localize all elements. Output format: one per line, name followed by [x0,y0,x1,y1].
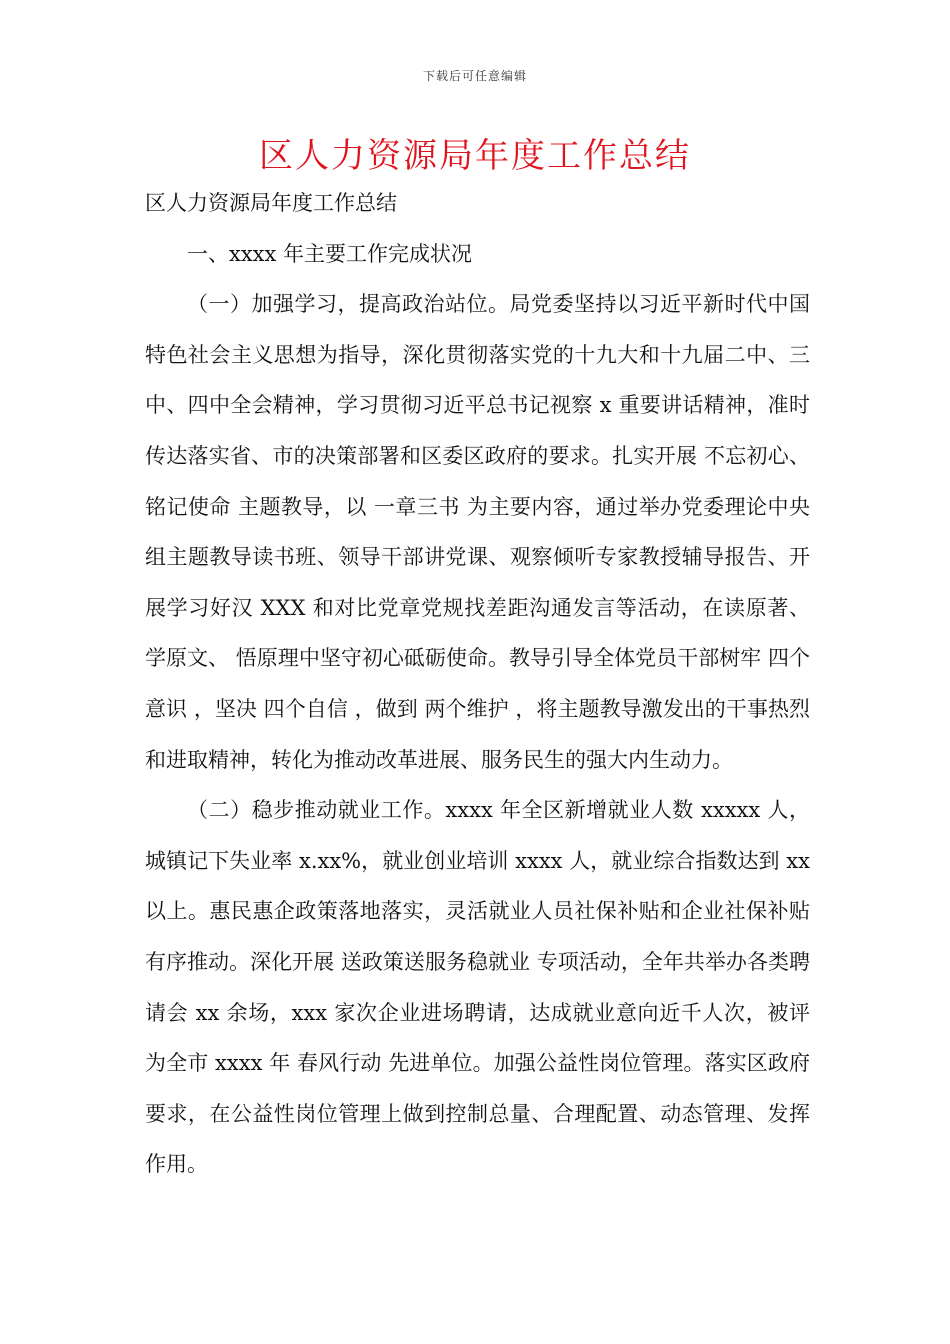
header-note: 下载后可任意编辑 [422,69,527,83]
paragraph-employment: （二）稳步推动就业工作。xxxx 年全区新增就业人数 xxxxx 人，城镇记下失业率 x.xx%，就业创业培训 xxxx 人，就业综合指数达到 xx 以上。惠民惠企政策落地落实，灵活就业人员社保补贴和企业社保补贴有序推动。深化开展 送政策送服务稳就业 专项活动，全年共举办各类聘请会 xx 余场，xxx 家次企业进场聘请，达成就业意向近千人次，被评为全市 xxxx 年 春风行动 先进单位。加强公益性岗位管理。落实区政府要求，在公益性岗位管理上做到控制总量、合理配置、动态管理、发挥作用。 [145,798,810,1177]
document-body [145,178,810,1190]
document-title: 区人力资源局年度工作总结 [259,136,691,176]
paragraph-study: （一）加强学习，提高政治站位。局党委坚持以习近平新时代中国特色社会主义思想为指导，深化贯彻落实党的十九大和十九届二中、三中、四中全会精神，学习贯彻习近平总书记视察 x 重要讲话精神，准时传达落实省、市的决策部署和区委区政府的要求。扎实开展 不忘初心、铭记使命 主题教导，以 一章三书 为主要内容，通过举办党委理论中央组主题教导读书班、领导干部讲党课、观察倾听专家教授辅导报告、开展学习好汉 XXX 和对比党章党规找差距沟通发言等活动，在读原著、学原文、 悟原理中坚守初心砥砺使命。教导引导全体党员干部树牢 四个意识 ，坚决 四个自信 ，做到 两个维护 ，将主题教导激发出的干事热烈和进取精神，转化为推动改革进展、服务民生的强大内生动力。 [145,292,810,772]
document-subtitle: 区人力资源局年度工作总结 [145,191,397,215]
section-heading: 一、xxxx 年主要工作完成状况 [187,241,473,266]
